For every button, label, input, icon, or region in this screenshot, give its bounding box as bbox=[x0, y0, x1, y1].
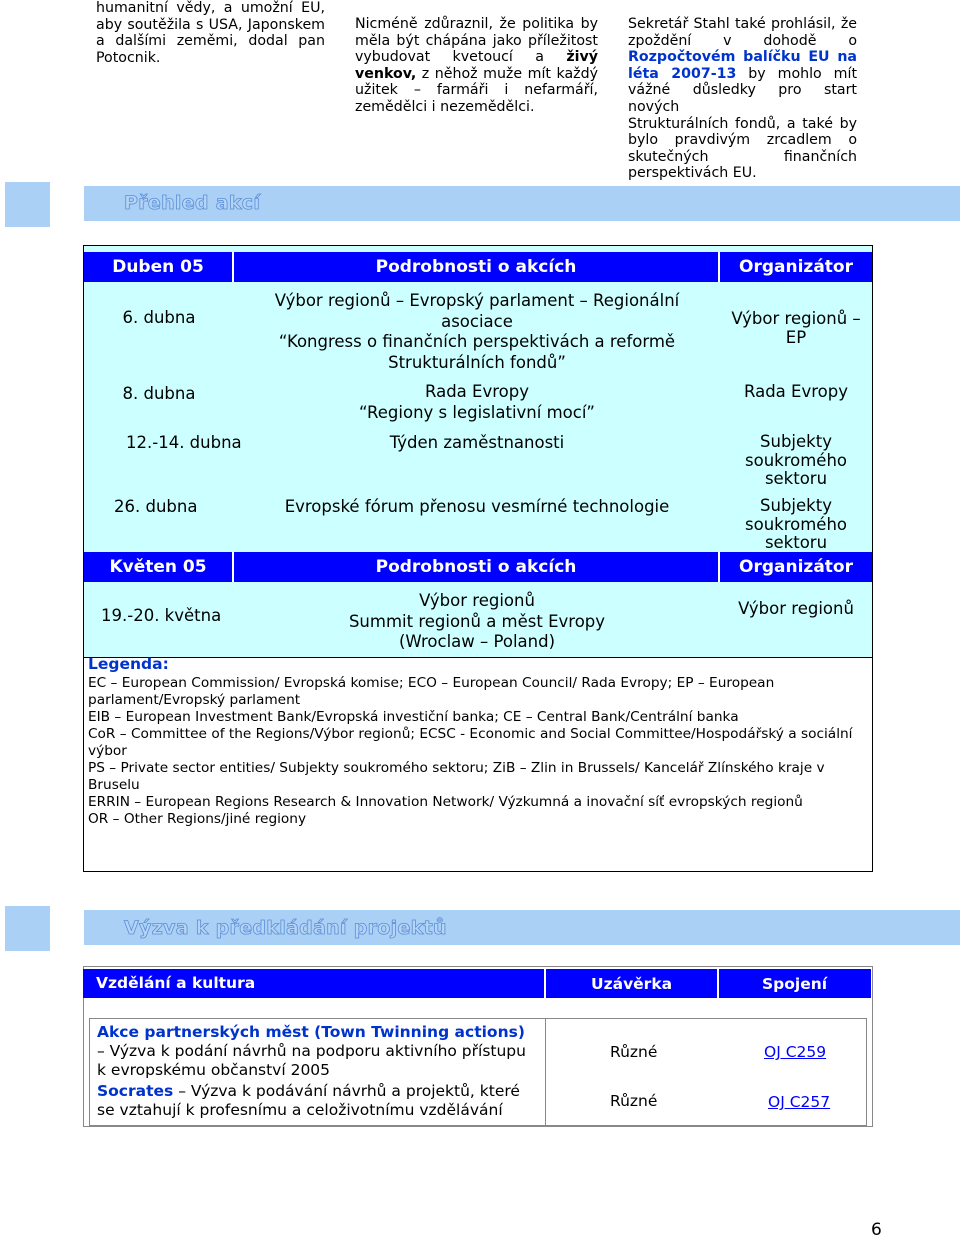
header-organizer: Organizátor bbox=[739, 257, 853, 277]
event-organizer-line: sektoru bbox=[764, 533, 828, 552]
section-marker bbox=[5, 906, 50, 951]
col2-line bbox=[355, 49, 598, 66]
page-number: 6 bbox=[871, 1220, 882, 1240]
event-organizer: Výbor regionů bbox=[738, 599, 854, 618]
event-details-line: Summit regionů a měst Evropy bbox=[348, 611, 606, 631]
event-organizer-line: sektoru bbox=[764, 469, 828, 488]
col3-line: Strukturálních fondů, a také by bbox=[628, 115, 857, 132]
header-details: Podrobnosti o akcích bbox=[234, 552, 720, 582]
col2-line: užitek – farmáři i nefarmáří, bbox=[355, 82, 598, 99]
legend-line: výbor bbox=[88, 743, 127, 759]
event-date: 8. dubna bbox=[122, 384, 196, 403]
col3-line: Sekretář Stahl také prohlásil, že bbox=[628, 16, 857, 32]
event-details-line: Výbor regionů bbox=[419, 591, 535, 610]
header-month: Duben 05 bbox=[84, 252, 234, 282]
event-details bbox=[234, 591, 720, 653]
event-organizer: Rada Evropy bbox=[744, 382, 848, 401]
col1-line: humanitní vědy, a umožní EU, bbox=[96, 0, 325, 16]
event-date: 26. dubna bbox=[114, 497, 198, 516]
event-details: Týden zaměstnanosti bbox=[389, 433, 565, 452]
call-text-line bbox=[97, 1082, 542, 1101]
header-divider bbox=[717, 969, 719, 998]
event-organizer-line: soukromého bbox=[745, 514, 847, 534]
event-organizer bbox=[720, 309, 872, 347]
event-details-line: Výbor regionů – Evropský parlament – Regionální bbox=[274, 291, 680, 310]
col3-line: bylo pravdivým zrcadlem o bbox=[628, 132, 857, 149]
call-link[interactable]: OJ C259 bbox=[764, 1043, 827, 1061]
col3-line: zpoždění v dohodě o bbox=[628, 32, 857, 49]
event-details-line: Rada Evropy bbox=[425, 382, 529, 401]
call-text-line: se vztahují k profesnímu a celoživotnímu vzdělávání bbox=[97, 1101, 503, 1119]
events-header-may bbox=[84, 552, 872, 582]
event-details-line: asociace bbox=[441, 311, 513, 331]
event-details bbox=[234, 382, 720, 423]
event-details-line: Strukturálních fondů” bbox=[388, 352, 566, 372]
call-title: Akce partnerských měst (Town Twinning actions) bbox=[97, 1023, 525, 1041]
header-category: Vzdělání a kultura bbox=[96, 974, 256, 992]
events-header-april bbox=[84, 252, 872, 282]
call-text: – Výzva k podávání návrhů a projektů, které bbox=[178, 1082, 520, 1100]
col2-line: Nicméně zdůraznil, že politika by bbox=[355, 16, 598, 32]
event-details: Evropské fórum přenosu vesmírné technologie bbox=[284, 497, 670, 516]
column-right bbox=[628, 16, 857, 182]
event-organizer-line: EP bbox=[785, 328, 807, 347]
col3-bold: léta 2007-13 bbox=[628, 65, 737, 82]
header-organizer: Organizátor bbox=[739, 557, 853, 577]
legend-line: CoR – Committee of the Regions/Výbor regionů; ECSC - Economic and Social Committee/Hospodářský a sociální bbox=[88, 726, 853, 742]
legend-line: EIB – European Investment Bank/Evropská investiční banka; CE – Central Bank/Centrální banka bbox=[88, 709, 739, 725]
section-marker bbox=[5, 182, 50, 227]
calls-rows bbox=[89, 1018, 867, 1126]
col2-text: vybudovat kvetoucí a bbox=[355, 49, 567, 66]
event-organizer-line: Subjekty bbox=[760, 432, 832, 451]
event-details-line: “Kongress o finančních perspektivách a reformě bbox=[278, 332, 676, 351]
col3-line: perspektivách EU. bbox=[628, 165, 757, 182]
header-deadline: Uzávěrka bbox=[591, 975, 673, 993]
col2-bold: venkov, bbox=[355, 65, 417, 82]
col3-line bbox=[628, 66, 857, 83]
legend-line: PS – Private sector entities/ Subjekty soukromého sektoru; ZiB – Zlin in Brussels/ Kancelář Zlínského kraje v bbox=[88, 760, 825, 776]
event-organizer bbox=[720, 433, 872, 489]
rows-divider bbox=[545, 1019, 546, 1125]
header-link: Spojení bbox=[762, 975, 828, 993]
calls-header bbox=[83, 969, 871, 998]
header-details: Podrobnosti o akcích bbox=[234, 252, 720, 282]
event-organizer-line: Subjekty bbox=[760, 496, 832, 515]
call-link[interactable]: OJ C257 bbox=[768, 1093, 831, 1111]
call-deadline: Různé bbox=[610, 1043, 658, 1061]
call-text-line: – Výzva k podání návrhů na podporu aktivního přístupu bbox=[97, 1042, 526, 1060]
event-organizer bbox=[720, 497, 872, 553]
col2-bold: živý bbox=[566, 49, 598, 66]
col3-line: Rozpočtovém balíčku EU na bbox=[628, 49, 857, 66]
event-date: 19.-20. května bbox=[101, 606, 222, 625]
column-middle bbox=[355, 16, 598, 116]
legend-line: ERRIN – European Regions Research & Innovation Network/ Výzkumná a inovační síť evropských regionů bbox=[88, 794, 803, 810]
legend-box bbox=[83, 656, 873, 872]
event-details bbox=[234, 291, 720, 373]
legend-line: parlament/Evropský parlament bbox=[88, 692, 301, 708]
col2-line bbox=[355, 66, 598, 83]
event-organizer-line: Výbor regionů – bbox=[731, 309, 861, 328]
legend-title: Legenda: bbox=[88, 655, 169, 673]
event-details-line: “Regiony s legislativní mocí” bbox=[359, 402, 595, 422]
col1-line: Potocnik. bbox=[96, 49, 161, 66]
col3-line: skutečných finančních bbox=[628, 148, 857, 165]
call-title: Socrates bbox=[97, 1082, 174, 1100]
events-table bbox=[83, 245, 873, 658]
section-title-calls: Výzva k předkládání projektů bbox=[124, 917, 447, 939]
legend-line: OR – Other Regions/jiné regiony bbox=[88, 811, 307, 827]
header-month: Květen 05 bbox=[84, 552, 234, 582]
section-title-events: Přehled akcí bbox=[124, 192, 261, 214]
col2-text: z něhož muže mít každý bbox=[416, 65, 598, 82]
col2-line: zemědělci i nezemědělci. bbox=[355, 98, 535, 115]
col2-line: měla být chápána jako příležitost bbox=[355, 32, 598, 49]
legend-line: Bruselu bbox=[88, 777, 140, 793]
col3-text: by mohlo mít bbox=[736, 65, 858, 82]
col1-line: a dalšími zeměmi, dodal pan bbox=[96, 33, 325, 50]
column-left bbox=[96, 0, 325, 66]
event-details-line: (Wroclaw – Poland) bbox=[398, 632, 556, 651]
call-description bbox=[97, 1023, 542, 1080]
event-date: 6. dubna bbox=[122, 308, 196, 327]
call-description bbox=[97, 1082, 542, 1120]
call-text-line: k evropskému občanství 2005 bbox=[97, 1061, 331, 1079]
legend-line: EC – European Commission/ Evropská komise; ECO – European Council/ Rada Evropy; EP – European bbox=[88, 675, 775, 691]
event-date: 12.-14. dubna bbox=[126, 433, 242, 452]
legend-lines bbox=[88, 675, 868, 828]
call-deadline: Různé bbox=[610, 1092, 658, 1110]
event-organizer-line: soukromého bbox=[745, 450, 847, 470]
header-divider bbox=[544, 969, 546, 998]
col3-line: vážné důsledky pro start nových bbox=[628, 82, 857, 115]
col1-line: aby soutěžila s USA, Japonskem bbox=[96, 16, 325, 33]
